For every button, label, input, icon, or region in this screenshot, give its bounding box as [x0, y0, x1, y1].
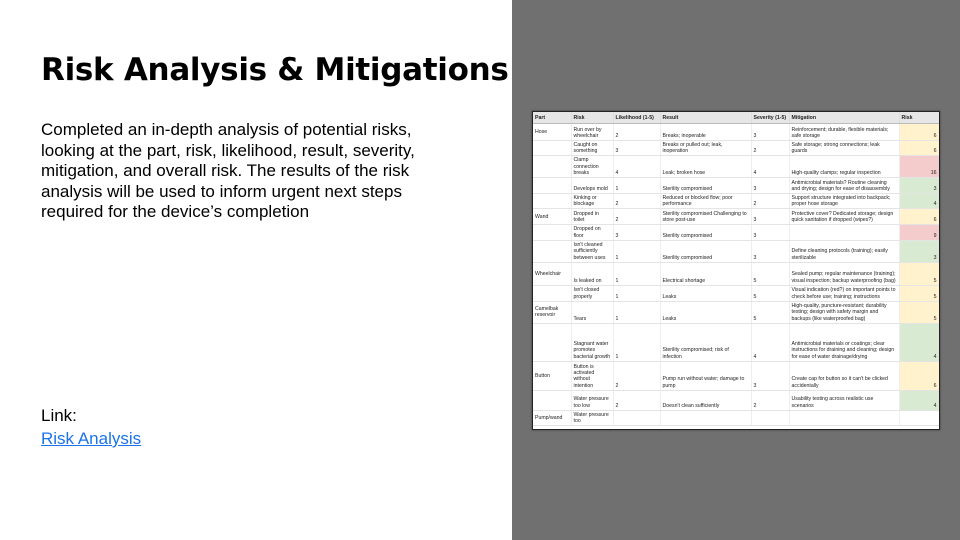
likelihood-cell: 2 — [613, 194, 660, 209]
mitigation-cell — [789, 225, 899, 240]
header-risk: Risk — [571, 112, 613, 124]
part-cell: Hose — [533, 124, 571, 141]
link-label: Link: — [41, 406, 77, 425]
table-row — [533, 361, 939, 390]
result-cell: Electrical shortage — [660, 262, 751, 285]
part-cell: Wand — [533, 209, 571, 225]
severity-cell: 3 — [751, 178, 789, 194]
part-cell — [533, 141, 571, 156]
result-cell: Leaks — [660, 285, 751, 301]
mitigation-cell: Visual indication (red?) on important points to check before use; training; instructions — [789, 285, 899, 301]
risk-score-cell: 3 — [899, 240, 939, 262]
mitigation-cell: Reinforcement; durable, flexible materials; safe storage — [789, 124, 899, 141]
risk-analysis-link[interactable]: Risk Analysis — [41, 429, 142, 448]
likelihood-cell: 2 — [613, 209, 660, 225]
mitigation-cell: High-quality, puncture-resistant; durability testing; design with safety margin and backups (like waterproofed bag) — [789, 301, 899, 323]
part-cell — [533, 390, 571, 410]
table-row — [533, 124, 939, 141]
severity-cell: 2 — [751, 194, 789, 209]
likelihood-cell — [613, 410, 660, 425]
severity-cell: 3 — [751, 361, 789, 390]
risk-score-cell — [899, 410, 939, 425]
risk-score-cell: 4 — [899, 323, 939, 361]
result-cell: Pump run without water; damage to pump — [660, 361, 751, 390]
header-result: Result — [660, 112, 751, 124]
table-row — [533, 240, 939, 262]
result-cell: Leak; broken hose — [660, 156, 751, 178]
risk-cell: Dropped in toilet — [571, 209, 613, 225]
severity-cell: 3 — [751, 124, 789, 141]
risk-cell: Run over by wheelchair — [571, 124, 613, 141]
risk-cell: Stagnant water promotes bacterial growth — [571, 323, 613, 361]
part-cell — [533, 178, 571, 194]
mitigation-cell: Create cap for button so it can't be clicked accidentally — [789, 361, 899, 390]
likelihood-cell: 1 — [613, 178, 660, 194]
header-likelihood: Likelihood (1-5) — [613, 112, 660, 124]
result-cell: Breaks or pulled out; leak, inoperation — [660, 141, 751, 156]
severity-cell: 2 — [751, 141, 789, 156]
likelihood-cell: 2 — [613, 124, 660, 141]
likelihood-cell: 1 — [613, 301, 660, 323]
table-row — [533, 141, 939, 156]
severity-cell: 5 — [751, 285, 789, 301]
likelihood-cell: 1 — [613, 285, 660, 301]
risk-cell: Develops mold — [571, 178, 613, 194]
likelihood-cell: 1 — [613, 240, 660, 262]
table-row — [533, 285, 939, 301]
risk-cell: Water pressure too — [571, 410, 613, 425]
risk-score-cell: 6 — [899, 124, 939, 141]
mitigation-cell: Antimicrobial materials or coatings; clear instructions for draining and cleaning; design for ease of water drainage/drying — [789, 323, 899, 361]
table-row — [533, 301, 939, 323]
mitigation-cell: High-quality clamps; regular inspection — [789, 156, 899, 178]
part-cell: Wheelchair — [533, 262, 571, 285]
risk-score-cell: 3 — [899, 178, 939, 194]
table-header-row — [533, 112, 939, 124]
risk-score-cell: 4 — [899, 390, 939, 410]
mitigation-cell: Define cleaning protocols (training); easily sterilizable — [789, 240, 899, 262]
part-cell — [533, 225, 571, 240]
risk-score-cell: 9 — [899, 225, 939, 240]
result-cell: Sterility compromised — [660, 240, 751, 262]
part-cell: Camelbak reservoir — [533, 301, 571, 323]
risk-cell: Clamp connection breaks — [571, 156, 613, 178]
table-row — [533, 194, 939, 209]
slide-title: Risk Analysis & Mitigations — [41, 52, 509, 88]
risk-cell: Isn't cleaned sufficiently between uses — [571, 240, 613, 262]
likelihood-cell: 3 — [613, 141, 660, 156]
likelihood-cell: 3 — [613, 225, 660, 240]
table-row — [533, 262, 939, 285]
risk-cell: Isn't closed properly — [571, 285, 613, 301]
severity-cell: 3 — [751, 209, 789, 225]
risk-table — [533, 112, 940, 426]
risk-cell: Dropped on floor — [571, 225, 613, 240]
severity-cell: 3 — [751, 225, 789, 240]
table-row — [533, 323, 939, 361]
severity-cell: 3 — [751, 240, 789, 262]
likelihood-cell: 2 — [613, 390, 660, 410]
risk-cell: Tears — [571, 301, 613, 323]
severity-cell — [751, 410, 789, 425]
likelihood-cell: 4 — [613, 156, 660, 178]
table-row — [533, 225, 939, 240]
result-cell: Sterility compromised — [660, 178, 751, 194]
part-cell: Pump/wand — [533, 410, 571, 425]
risk-score-cell: 5 — [899, 262, 939, 285]
result-cell: Sterility compromised — [660, 225, 751, 240]
table-row — [533, 209, 939, 225]
risk-cell: Kinking or blockage — [571, 194, 613, 209]
mitigation-cell: Usability testing across realistic use scenarios — [789, 390, 899, 410]
part-cell — [533, 194, 571, 209]
risk-table-screenshot — [532, 111, 940, 430]
severity-cell: 4 — [751, 323, 789, 361]
risk-score-cell: 6 — [899, 209, 939, 225]
result-cell: Breaks; inoperable — [660, 124, 751, 141]
likelihood-cell: 2 — [613, 361, 660, 390]
mitigation-cell: Sealed pump; regular maintenance (training); visual inspection; backup waterproofing (bag) — [789, 262, 899, 285]
result-cell: Sterility compromised Challenging to store post-use — [660, 209, 751, 225]
likelihood-cell: 1 — [613, 323, 660, 361]
likelihood-cell: 1 — [613, 262, 660, 285]
mitigation-cell: Support structure integrated into backpack; proper hose storage — [789, 194, 899, 209]
header-mitigation: Mitigation — [789, 112, 899, 124]
header-severity: Severity (1-5) — [751, 112, 789, 124]
slide-description: Completed an in-depth analysis of potential risks, looking at the part, risk, likelihood, result, severity, mitigation, and overall risk. The results of the risk analysis will be used to inform urgent next steps required for the device’s completion — [41, 120, 415, 221]
mitigation-cell — [789, 410, 899, 425]
part-cell — [533, 285, 571, 301]
risk-score-cell: 5 — [899, 301, 939, 323]
table-row — [533, 410, 939, 425]
risk-score-cell: 16 — [899, 156, 939, 178]
part-cell — [533, 323, 571, 361]
result-cell: Reduced or blocked flow; poor performance — [660, 194, 751, 209]
risk-score-cell: 6 — [899, 141, 939, 156]
risk-cell: Is leaked on — [571, 262, 613, 285]
severity-cell: 5 — [751, 301, 789, 323]
header-risk-score: Risk — [899, 112, 939, 124]
risk-cell: Caught on something — [571, 141, 613, 156]
risk-score-cell: 6 — [899, 361, 939, 390]
mitigation-cell: Antimicrobial materials? Routine cleaning and drying; design for ease of disassembly — [789, 178, 899, 194]
risk-cell: Water pressure too low — [571, 390, 613, 410]
mitigation-cell: Protective cover? Dedicated storage; design quick sanitation if dropped (wipes?) — [789, 209, 899, 225]
mitigation-cell: Safe storage; strong connections; leak guards — [789, 141, 899, 156]
result-cell — [660, 410, 751, 425]
header-part: Part — [533, 112, 571, 124]
severity-cell: 5 — [751, 262, 789, 285]
severity-cell: 4 — [751, 156, 789, 178]
result-cell: Sterility compromised; risk of infection — [660, 323, 751, 361]
risk-score-cell: 4 — [899, 194, 939, 209]
part-cell — [533, 156, 571, 178]
result-cell: Doesn't clean sufficiently — [660, 390, 751, 410]
table-body — [533, 124, 939, 426]
severity-cell: 2 — [751, 390, 789, 410]
risk-cell: Button is activated without intention — [571, 361, 613, 390]
part-cell: Button — [533, 361, 571, 390]
part-cell — [533, 240, 571, 262]
table-row — [533, 156, 939, 178]
result-cell: Leaks — [660, 301, 751, 323]
table-row — [533, 390, 939, 410]
risk-score-cell: 5 — [899, 285, 939, 301]
table-row — [533, 178, 939, 194]
